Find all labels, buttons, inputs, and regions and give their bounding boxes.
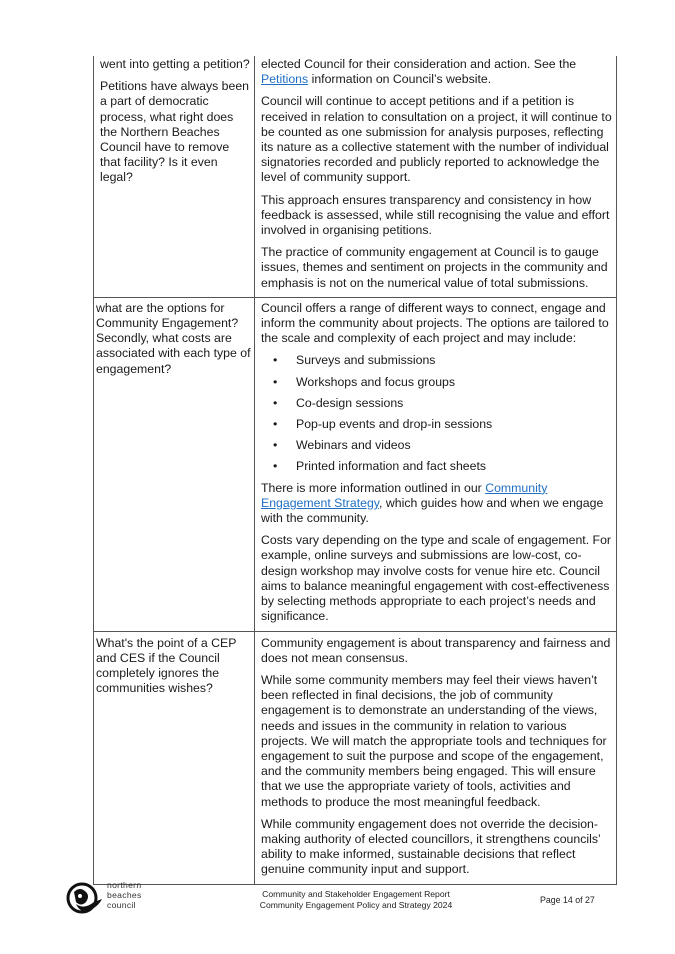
answer-paragraph bbox=[261, 57, 614, 87]
list-item: • Pop-up events and drop-in sessions bbox=[261, 417, 614, 432]
page-number: Page 14 of 27 bbox=[540, 895, 595, 905]
question-text: went into getting a petition? bbox=[100, 57, 250, 71]
question-text: What's the point of a CEP and CES if the Council completely ignores the communities wishes? bbox=[96, 635, 237, 696]
answer-paragraph: Council will continue to accept petitions and if a petition is received in relation to consultation on a project, it will continue to be counted as one submission for analysis purposes, reflecting its nature as a collective statement with the number of individual signatories recorded and publicly reported to acknowledge the level of community support. bbox=[261, 94, 612, 185]
faq-table bbox=[93, 56, 617, 885]
logo-line: northern bbox=[107, 880, 142, 890]
answer-cell bbox=[255, 631, 617, 884]
answer-text: elected Council for their consideration and action. See the bbox=[261, 57, 577, 71]
question-cell bbox=[94, 297, 255, 631]
petitions-link[interactable]: Petitions bbox=[261, 72, 309, 87]
answer-paragraph: Costs vary depending on the type and scale of engagement. For example, online surveys and submissions are low-cost, co-design workshop may involve costs for venue hire etc. Council aims to balance meaningful engagement with cost-effectiveness by selecting methods appropriate to each project’s needs and significance. bbox=[261, 533, 611, 624]
footer-title bbox=[236, 889, 476, 910]
answer-paragraph: Community engagement is about transparency and fairness and does not mean consensus. bbox=[261, 635, 611, 665]
table-row bbox=[94, 297, 617, 631]
answer-paragraph: This approach ensures transparency and consistency in how feedback is assessed, while still recognising the value and effort involved in organising petitions. bbox=[261, 192, 610, 238]
footer-subtitle-line: Community Engagement Policy and Strategy 2024 bbox=[259, 899, 453, 910]
answer-cell bbox=[255, 297, 617, 631]
answer-cell bbox=[255, 56, 617, 297]
answer-paragraph: The practice of community engagement at Council is to gauge issues, themes and sentiment on projects in the community and emphasis is not on the numerical value of total submissions. bbox=[261, 245, 608, 290]
answer-text: information on Council’s website. bbox=[308, 72, 492, 87]
logo-text bbox=[107, 880, 142, 910]
question-cell bbox=[94, 56, 255, 297]
answer-paragraph: While some community members may feel their views haven’t been reflected in final decisions, the job of community engagement is to demonstrate an understanding of the views, needs and issues in the community in relation to various projects. We will match the appropriate tools and techniques for engagement to suit the purpose and scope of the engagement, and the community members being engaged. This will ensure that we use the appropriate variety of tools, activities and methods to produce the most meaningful feedback. bbox=[261, 672, 607, 809]
logo-line: council bbox=[107, 900, 136, 910]
table-row bbox=[94, 56, 617, 297]
answer-paragraph: Council offers a range of different ways to connect, engage and inform the community about projects. The options are tailored to the scale and complexity of each project and may include: bbox=[261, 300, 609, 346]
answer-paragraph: While community engagement does not override the decision-making authority of elected councillors, it strengthens councils’ ability to make informed, sustainable decisions that reflect genuine community input and support. bbox=[261, 816, 601, 877]
answer-text: There is more information outlined in our bbox=[261, 480, 486, 495]
list-item: • Webinars and videos bbox=[261, 438, 614, 453]
logo-line: beaches bbox=[107, 890, 142, 900]
table-row bbox=[94, 631, 617, 884]
answer-text: , which guides how and when we engage with the community. bbox=[261, 495, 604, 526]
northern-beaches-council-logo-icon bbox=[66, 880, 106, 916]
footer-title-line: Community and Stakeholder Engagement Report bbox=[262, 889, 450, 899]
list-item: • Surveys and submissions bbox=[261, 353, 614, 368]
list-item: • Co-design sessions bbox=[261, 396, 614, 411]
question-cell bbox=[94, 631, 255, 884]
community-engagement-strategy-link[interactable]: Community Engagement Strategy bbox=[261, 480, 548, 510]
page-footer bbox=[0, 876, 675, 926]
question-text: what are the options for Community Engagement? Secondly, what costs are associated with each type of engagement? bbox=[96, 300, 251, 376]
question-text: Petitions have always been a part of democratic process, what right does the Northern Beaches Council have to remove that facility? Is it even legal? bbox=[100, 79, 250, 185]
answer-paragraph bbox=[261, 481, 614, 527]
engagement-options-list bbox=[261, 353, 614, 474]
list-item: • Workshops and focus groups bbox=[261, 375, 614, 390]
list-item: • Printed information and fact sheets bbox=[261, 459, 614, 474]
